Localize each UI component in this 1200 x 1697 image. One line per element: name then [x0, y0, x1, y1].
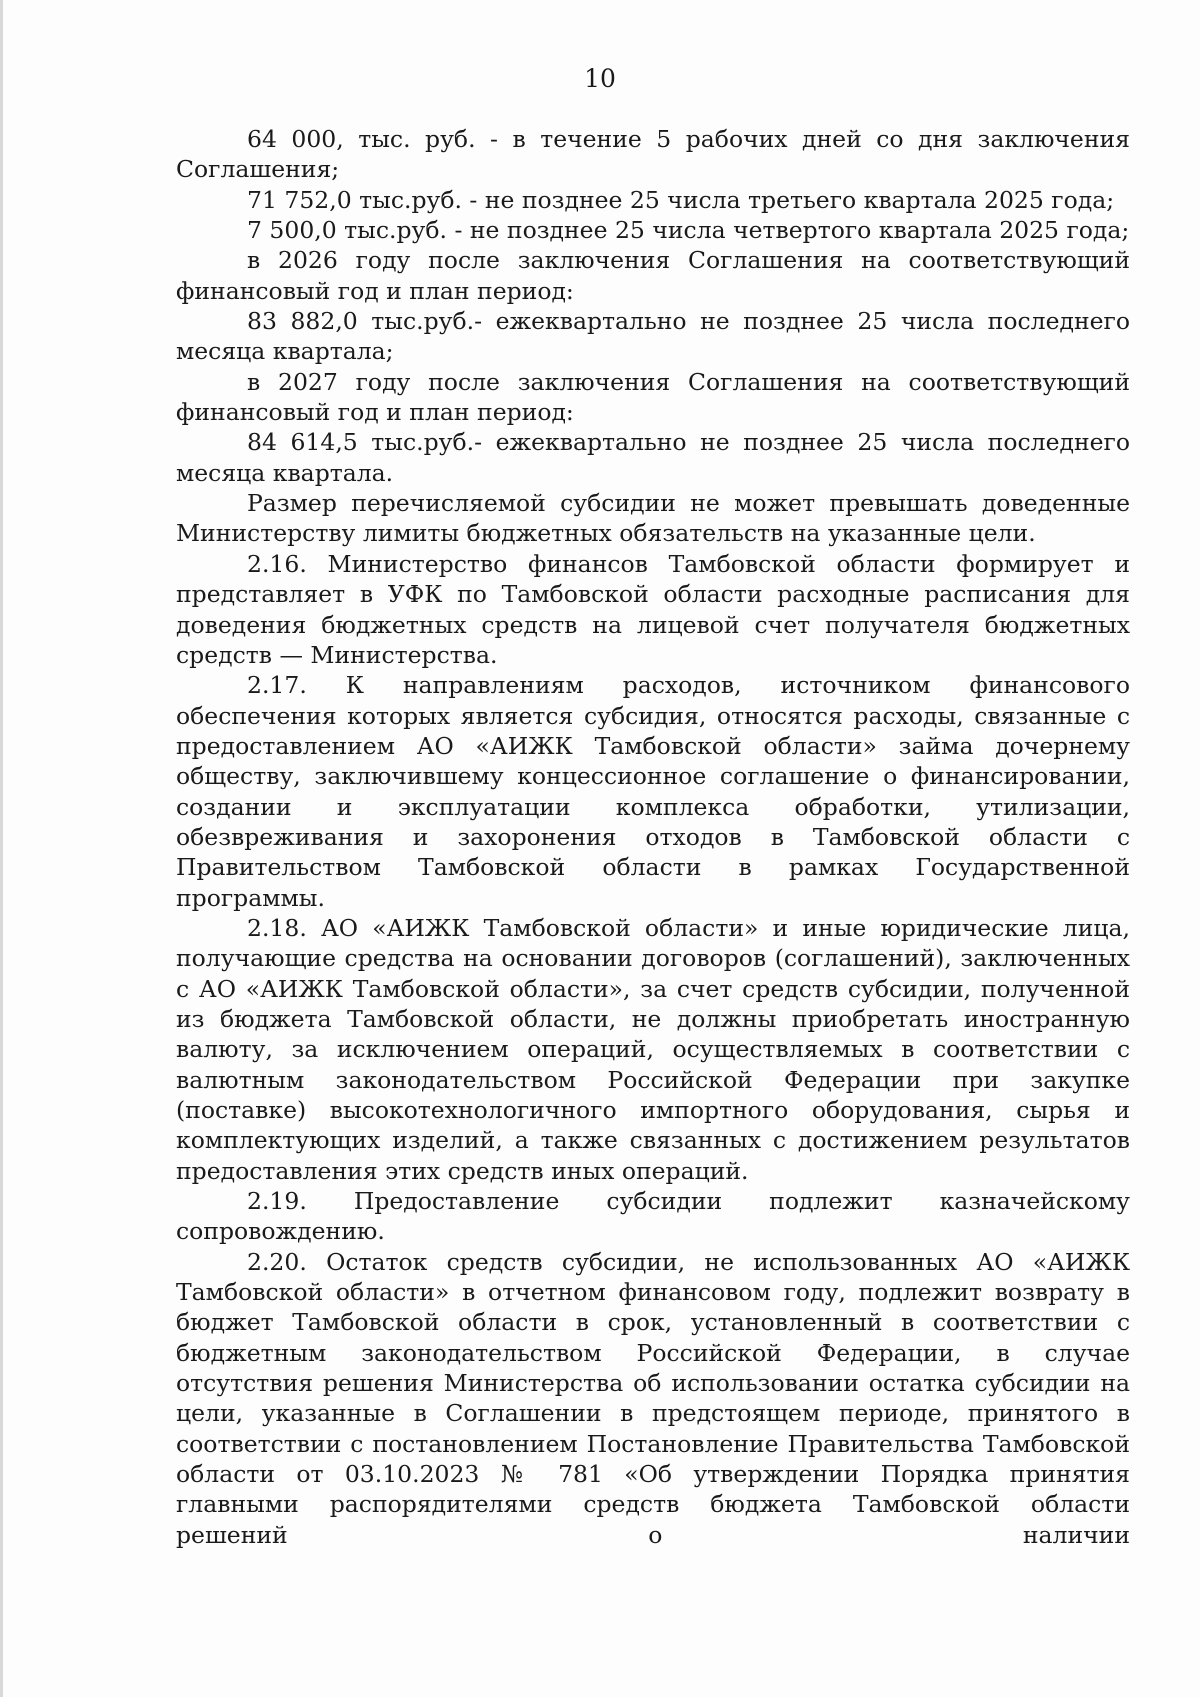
- page-number: 10: [584, 64, 616, 93]
- paragraph-subsidy-limit: Размер перечисляемой субсидии не может превышать доведенные Министерству лимиты бюджетных обязательств на указанные цели.: [176, 489, 1130, 548]
- paragraph-2-16: 2.16. Министерство финансов Тамбовской области формирует и представляет в УФК по Тамбовской области расходные расписания для доведения бюджетных средств на лицевой счет получателя бюджетных средств — Министерства.: [176, 549, 1130, 669]
- paragraph-2026-intro: в 2026 году после заключения Соглашения на соответствующий финансовый год и план период:: [176, 246, 1130, 305]
- paragraph-payment-2025-q3: 71 752,0 тыс.руб. - не позднее 25 числа третьего квартала 2025 года;: [247, 185, 1115, 214]
- paragraph-payment-2025-first: 64 000, тыс. руб. - в течение 5 рабочих дней со дня заключения Соглашения;: [176, 125, 1130, 184]
- paragraph-2-20: 2.20. Остаток средств субсидии, не использованных АО «АИЖК Тамбовской области» в отчетном финансовом году, подлежит возврату в бюджет Тамбовской области в срок, установленный в соответствии с бюджетным законодательством Российской Федерации, в случае отсутствия решения Министерства об использовании остатка субсидии на цели, указанные в Соглашении в предстоящем периоде, принятого в соответствии с постановлением Постановление Правительства Тамбовской области от 03.10.2023 № 781 «Об утверждении Порядка принятия главными распорядителями средств бюджета Тамбовской области решений о наличии: [176, 1247, 1130, 1549]
- document-body: [176, 124, 1130, 1550]
- paragraph-payment-2025-q4: 7 500,0 тыс.руб. - не позднее 25 числа четвертого квартала 2025 года;: [247, 216, 1130, 245]
- paragraph-2-17: 2.17. К направлениям расходов, источником финансового обеспечения которых является субсидия, относятся расходы, связанные с предоставлением АО «АИЖК Тамбовской области» займа дочернему обществу, заключившему концессионное соглашение о финансировании, создании и эксплуатации комплекса обработки, утилизации, обезвреживания и захоронения отходов в Тамбовской области с Правительством Тамбовской области в рамках Государственной программы.: [176, 671, 1130, 912]
- paragraph-payment-2027: 84 614,5 тыс.руб.- ежеквартально не позднее 25 числа последнего месяца квартала.: [176, 428, 1130, 487]
- paragraph-2-18: 2.18. АО «АИЖК Тамбовской области» и иные юридические лица, получающие средства на основании договоров (соглашений), заключенных с АО «АИЖК Тамбовской области», за счет средств субсидии, полученной из бюджета Тамбовской области, не должны приобретать иностранную валюту, за исключением операций, осуществляемых в соответствии с валютным законодательством Российской Федерации при закупке (поставке) высокотехнологичного импортного оборудования, сырья и комплектующих изделий, а также связанных с достижением результатов предоставления этих средств иных операций.: [176, 913, 1130, 1185]
- paragraph-2-19: 2.19. Предоставление субсидии подлежит казначейскому сопровождению.: [176, 1187, 1130, 1246]
- scan-edge: [0, 0, 3, 1697]
- paragraph-payment-2026: 83 882,0 тыс.руб.- ежеквартально не позднее 25 числа последнего месяца квартала;: [176, 307, 1130, 366]
- paragraph-2027-intro: в 2027 году после заключения Соглашения на соответствующий финансовый год и план период:: [176, 367, 1130, 427]
